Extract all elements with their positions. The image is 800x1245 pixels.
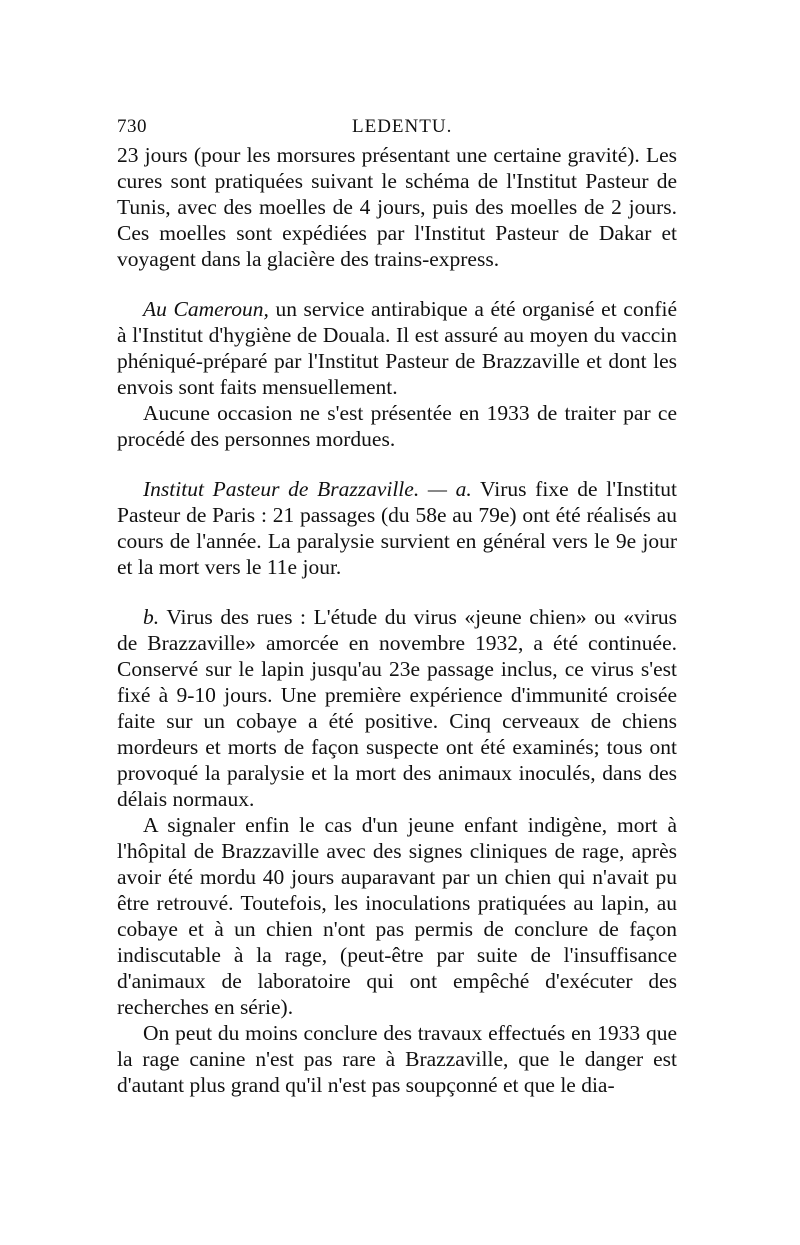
paragraph-lead-italic: b. (143, 605, 160, 629)
paragraph-text: Virus fixe de l'Institut Pasteur de Paris : 21 passages (du 58e au 79e) ont été réalisés au cours de l'année. La paralysie survient en général vers le 9e jour et la mort vers le 11e jour. (117, 477, 677, 579)
paragraph-signaler (117, 812, 677, 1020)
paragraph-text: un service antirabique a été organisé et confié à l'Institut d'hygiène de Douala. Il est assuré au moyen du vaccin phéniqué-préparé par l'Institut Pasteur de Brazzaville et dont les envois sont faits mensuellement. (117, 297, 677, 399)
page-number: 730 (117, 116, 147, 137)
paragraph-text: A signaler enfin le cas d'un jeune enfant indigène, mort à l'hôpital de Brazzaville avec des signes cliniques de rage, après avoir été mordu 40 jours auparavant par un chien qui n'avait pu être retrouvé. Toutefois, les inoculations pratiquées au lapin, au cobaye et à un chien n'ont pas permis de conclure de façon indiscutable à la rage, (peut-être par suite de l'insuffisance d'animaux de laboratoire qui ont empêché d'exécuter des recherches en série). (117, 813, 677, 1019)
paragraph-institut-brazzaville (117, 476, 677, 580)
paragraph-lead-italic: Institut Pasteur de Brazzaville. — a. (143, 477, 472, 501)
paragraph-text: Virus des rues : L'étude du virus «jeune chien» ou «virus de Brazzaville» amorcée en novembre 1932, a été continuée. Conservé sur le lapin jusqu'au 23e passage inclus, ce virus s'est fixé à 9-10 jours. Une première expérience d'immunité croisée faite sur un cobaye a été positive. Cinq cerveaux de chiens mordeurs et morts de façon suspecte ont été examinés; tous ont provoqué la paralysie et la mort des animaux inoculés, dans des délais normaux. (117, 605, 677, 811)
paragraph-text: On peut du moins conclure des travaux effectués en 1933 que la rage canine n'est pas rare à Brazzaville, que le danger est d'autant plus grand qu'il n'est pas soupçonné et que le dia- (117, 1021, 677, 1097)
paragraph-cameroun (117, 296, 677, 400)
paragraph-aucune-occasion (117, 400, 677, 452)
book-page (117, 112, 677, 1098)
paragraph-continued (117, 142, 677, 272)
paragraph-text: 23 jours (pour les morsures présentant une certaine gravité). Les cures sont pratiquées suivant le schéma de l'Institut Pasteur de Tunis, avec des moelles de 4 jours, puis des moelles de 2 jours. Ces moelles sont expédiées par l'Institut Pasteur de Dakar et voyagent dans la glacière des trains-express. (117, 143, 677, 271)
paragraph-conclusion (117, 1020, 677, 1098)
running-title: LEDENTU. (352, 116, 453, 137)
paragraph-text: Aucune occasion ne s'est présentée en 1933 de traiter par ce procédé des personnes mordues. (117, 401, 677, 451)
paragraph-lead-italic: Au Cameroun, (143, 297, 269, 321)
page-header (117, 112, 677, 142)
paragraph-virus-des-rues (117, 604, 677, 812)
